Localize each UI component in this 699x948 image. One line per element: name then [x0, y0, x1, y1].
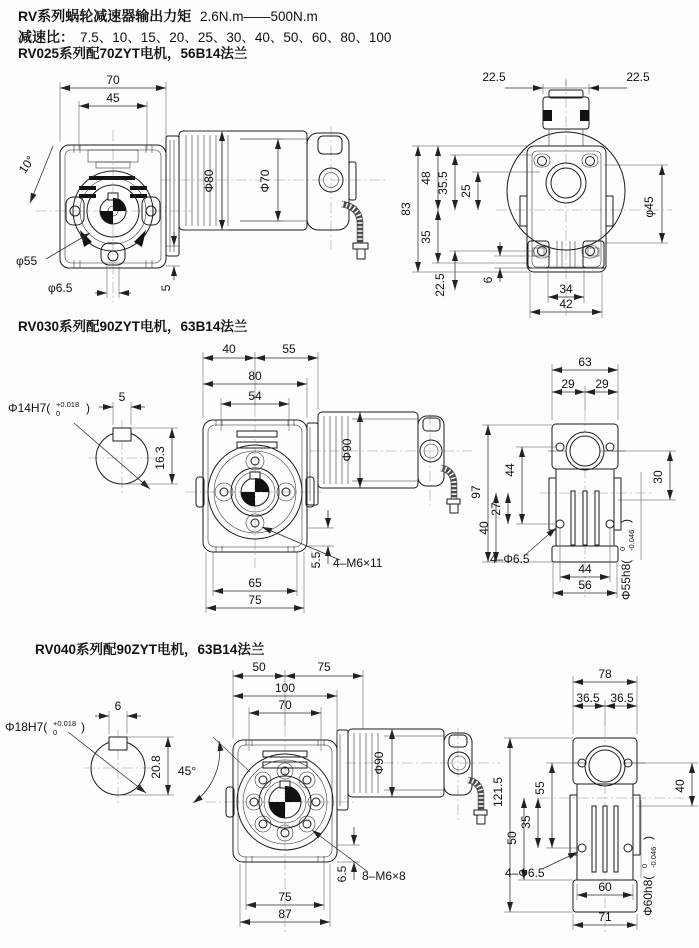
- ratio-label: 减速比：: [18, 29, 74, 45]
- svg-text:): ): [641, 836, 655, 840]
- dim-83-label: 83: [399, 202, 413, 216]
- dim-50-label: 50: [505, 831, 519, 845]
- svg-text:): ): [619, 519, 633, 523]
- dim-6-label: 6: [481, 276, 495, 284]
- dim-40-label: 40: [477, 521, 491, 535]
- header: [18, 8, 391, 45]
- rv030-title: RV030系列配90ZYT电机，63B14法兰: [18, 319, 248, 334]
- dim-75-top-label: 75: [317, 660, 331, 674]
- dim-121-5-label: 121.5: [491, 776, 505, 808]
- dim-phi90-label: Φ90: [372, 751, 386, 775]
- keyway: [109, 737, 127, 750]
- dim-78-label: 78: [598, 667, 612, 681]
- dim-34-label: 34: [559, 282, 573, 296]
- svg-text:0: 0: [618, 546, 627, 551]
- bore-dia-label: Φ14H7(: [8, 401, 51, 415]
- dim-35-label: 35: [519, 815, 533, 829]
- rv030-front-view: [186, 342, 472, 613]
- dim-27-label: 27: [489, 502, 503, 516]
- motor-flange: [166, 136, 179, 256]
- svg-text:-0.046: -0.046: [627, 529, 636, 551]
- dim-phi90-label: Φ90: [340, 438, 354, 462]
- dim-6-5-label: 6.5: [335, 865, 349, 883]
- bore-tol-lower: 0: [56, 409, 61, 418]
- dim-40-label: 40: [222, 342, 236, 356]
- input-shaft-dia-label: [640, 836, 658, 916]
- dim-22-5-right-label: 22.5: [626, 70, 650, 84]
- svg-text:Φ60h8(: Φ60h8(: [641, 875, 655, 916]
- bore-depth-label: 20.8: [149, 755, 163, 779]
- rv025-title: RV025系列配70ZYT电机，56B14法兰: [18, 46, 248, 61]
- dim-22-5-left-label: 22.5: [482, 70, 506, 84]
- cable-plug: [450, 504, 458, 513]
- rv025-rear-view: [399, 70, 672, 318]
- torque-range-value: 2.6N.m——500N.m: [200, 9, 318, 24]
- bore-tol-upper: +0.018: [53, 719, 77, 728]
- dim-50-label: 50: [252, 660, 266, 674]
- dim-75-bottom-label: 75: [278, 890, 292, 904]
- dim-35-label: 35: [419, 230, 433, 244]
- dim-22-5-lower-label: 22.5: [433, 273, 447, 297]
- bore-dia-close: ): [86, 401, 90, 415]
- svg-text:-0.046: -0.046: [649, 846, 658, 868]
- bore-tol-upper: +0.018: [56, 400, 80, 409]
- mount-holes-label: 4–Φ6.5: [505, 866, 545, 880]
- dim-70-label: 70: [278, 698, 292, 712]
- dim-angle-10-label: 10°: [15, 153, 38, 177]
- dim-36-5-right-label: 36.5: [610, 691, 634, 705]
- dim-phi6-5-label: φ6.5: [48, 281, 73, 295]
- section-rv040: [5, 641, 698, 935]
- dim-35-5-label: 35.5: [436, 171, 450, 195]
- rv030-side-view: [469, 355, 676, 600]
- svg-text:0: 0: [640, 863, 649, 868]
- dim-phi80-label: Φ80: [202, 169, 216, 193]
- dim-65-label: 65: [248, 576, 262, 590]
- dim-70-label: 70: [106, 73, 120, 87]
- dim-55-label: 55: [533, 781, 547, 795]
- keyway-width-label: 6: [114, 699, 122, 713]
- dim-45-label: 45: [106, 91, 120, 105]
- dim-44-label: 44: [503, 463, 517, 477]
- bolt-pattern-label: 4–M6×11: [333, 556, 383, 570]
- rv040-bore-detail: [5, 699, 250, 804]
- dim-5-label: 5: [159, 284, 173, 292]
- dim-phi45-label: φ45: [642, 196, 656, 218]
- dim-48-label: 48: [419, 171, 433, 185]
- input-shaft-dia-label: [618, 519, 636, 600]
- keyway: [250, 472, 260, 479]
- series-torque-title: RV系列蜗轮减速器输出力矩: [18, 8, 192, 24]
- mount-holes-label: 4–Φ6.5: [490, 552, 530, 566]
- dim-44-bottom-label: 44: [578, 562, 592, 576]
- dim-75-label: 75: [248, 593, 262, 607]
- bolt-pattern-label: 8–M6×8: [362, 869, 406, 883]
- bore-depth-label: 16.3: [153, 446, 167, 470]
- rv040-side-view: [491, 667, 698, 935]
- rv025-motor-view: [160, 126, 385, 259]
- dim-87-label: 87: [278, 907, 292, 921]
- dim-40-label: 40: [673, 779, 687, 793]
- dim-29-right-label: 29: [595, 377, 609, 391]
- dim-56-label: 56: [578, 578, 592, 592]
- dim-71-label: 71: [598, 910, 612, 924]
- dim-60-label: 60: [598, 880, 612, 894]
- motor-flange: [307, 423, 318, 505]
- motor-cable: [342, 204, 360, 243]
- dim-25-label: 25: [459, 184, 473, 198]
- rv040-title: RV040系列配90ZYT电机，63B14法兰: [35, 642, 265, 657]
- section-rv025: [16, 45, 672, 318]
- keyway-width-label: 5: [118, 390, 126, 404]
- cable-plug: [357, 249, 365, 259]
- dim-30-label: 30: [651, 470, 665, 484]
- dim-100-label: 100: [274, 681, 296, 695]
- section-rv030: [8, 318, 676, 613]
- dim-42-label: 42: [559, 297, 573, 311]
- keyway: [113, 428, 131, 441]
- dim-phi70-label: Φ70: [258, 169, 272, 193]
- motor-flange: [337, 730, 348, 810]
- dim-80-label: 80: [248, 369, 262, 383]
- dim-5-5-label: 5.5: [309, 551, 323, 569]
- dim-97-label: 97: [469, 485, 483, 499]
- dim-36-5-left-label: 36.5: [576, 691, 600, 705]
- dim-29-left-label: 29: [561, 377, 575, 391]
- dim-phi55-label: φ55: [16, 254, 38, 268]
- motor-body: [318, 412, 418, 488]
- svg-text:Φ55h8(: Φ55h8(: [619, 559, 633, 600]
- dim-63-label: 63: [578, 355, 592, 369]
- dim-54-label: 54: [248, 389, 262, 403]
- cable-plug: [477, 815, 485, 824]
- ratio-values: 7.5、10、15、20、25、30、40、50、60、80、100: [80, 30, 392, 45]
- dim-angle-45-label: 45°: [178, 764, 197, 778]
- bore-tol-lower: 0: [53, 728, 58, 737]
- rv040-front-view: [205, 660, 500, 932]
- bore-dia-close: ): [81, 720, 85, 734]
- bore-dia-label: Φ18H7(: [5, 720, 48, 734]
- dim-55-label: 55: [282, 342, 296, 356]
- rv030-bore-detail: [8, 390, 178, 494]
